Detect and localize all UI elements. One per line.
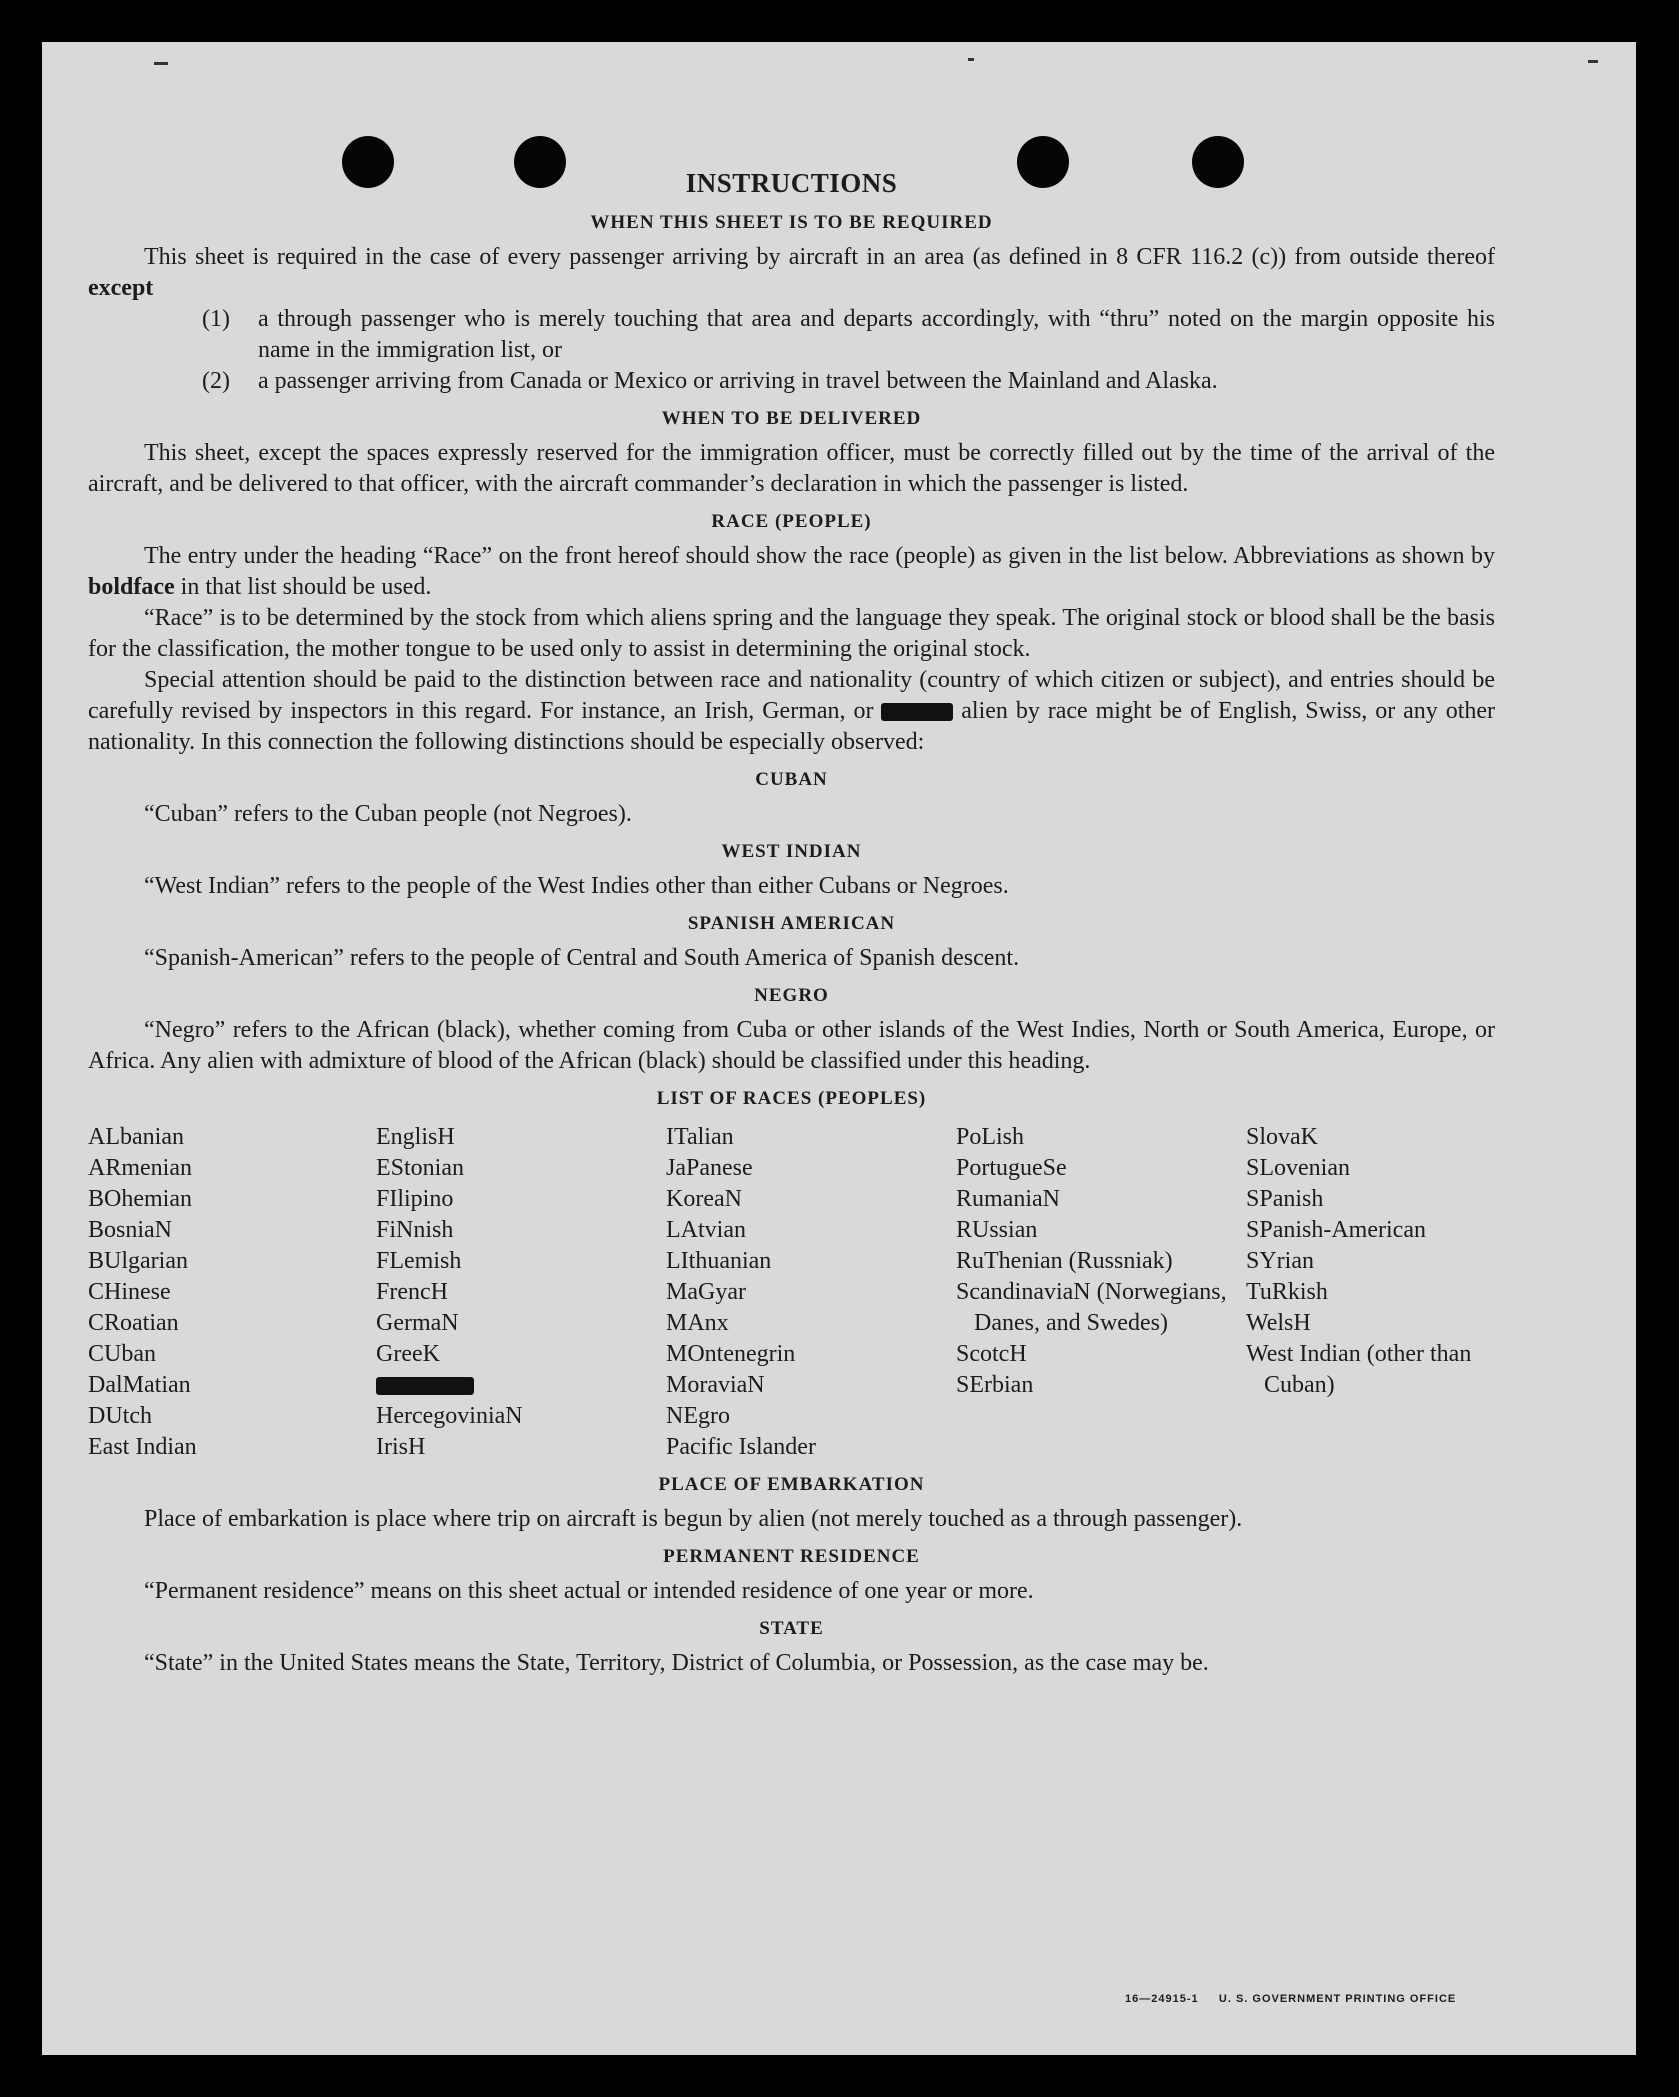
race-item: SLovenian	[1246, 1155, 1350, 1181]
race-item: PoLish	[956, 1124, 1025, 1150]
item-number: (1)	[202, 306, 230, 332]
text: This sheet is required in the case of every passenger arriving by aircraft in an area (as defined in 8 CFR 116.2 (c)) from outside thereof	[144, 244, 1495, 270]
item-number: (2)	[202, 368, 230, 394]
paragraph	[88, 242, 1495, 304]
instructions-content	[88, 165, 1495, 1679]
heading-delivered: WHEN TO BE DELIVERED	[661, 408, 922, 429]
heading-race: RACE (PEOPLE)	[711, 511, 872, 532]
bold-text: except	[88, 275, 154, 301]
race-item: DUtch	[88, 1403, 152, 1429]
heading-cuban: CUBAN	[755, 769, 828, 790]
race-item: RUssian	[956, 1217, 1038, 1243]
document-page	[42, 42, 1636, 2055]
race-item: MoraviaN	[666, 1372, 765, 1398]
heading-permanent-residence: PERMANENT RESIDENCE	[663, 1546, 920, 1567]
race-item: ITalian	[666, 1124, 734, 1150]
race-item: MOntenegrin	[666, 1341, 796, 1367]
item-text: a passenger arriving from Canada or Mexico or arriving in travel between the Mainland and Alaska.	[258, 368, 1218, 394]
printer-footer	[1125, 1993, 1456, 2005]
race-item: RumaniaN	[956, 1186, 1060, 1212]
printer-name: U. S. GOVERNMENT PRINTING OFFICE	[1218, 1993, 1457, 2005]
race-item: Pacific Islander	[666, 1434, 816, 1460]
heading-required: WHEN THIS SHEET IS TO BE REQUIRED	[590, 212, 993, 233]
race-item: SYrian	[1246, 1248, 1314, 1274]
race-item: TuRkish	[1246, 1279, 1328, 1305]
text: The entry under the heading “Race” on the front hereof should show the race (people) as given in the list below. Abbreviations as shown by	[144, 543, 1495, 569]
race-item: HercegoviniaN	[376, 1403, 523, 1429]
races-column	[1246, 1122, 1495, 1463]
race-item: KoreaN	[666, 1186, 742, 1212]
race-item: CUban	[88, 1341, 156, 1367]
race-item: CHinese	[88, 1279, 171, 1305]
race-item: ScandinaviaN (Norwegians, Danes, and Swedes)	[956, 1279, 1227, 1336]
race-item: SPanish-American	[1246, 1217, 1426, 1243]
race-item: JaPanese	[666, 1155, 753, 1181]
race-item: FiNnish	[376, 1217, 454, 1243]
race-item: CRoatian	[88, 1310, 179, 1336]
paragraph: “Negro” refers to the African (black), whether coming from Cuba or other islands of the West Indies, North or South America, Europe, or Africa. Any alien with admixture of blood of the African (black) should be classified under this heading.	[88, 1017, 1495, 1074]
paragraph: Place of embarkation is place where trip on aircraft is begun by alien (not merely touched as a through passenger).	[144, 1506, 1243, 1532]
race-item: SPanish	[1246, 1186, 1324, 1212]
race-item: GermaN	[376, 1310, 459, 1336]
scan-speck	[1588, 60, 1598, 63]
race-item: IrisH	[376, 1434, 426, 1460]
race-item: FrencH	[376, 1279, 448, 1305]
race-item: WelsH	[1246, 1310, 1311, 1336]
heading-list-of-races: LIST OF RACES (PEOPLES)	[656, 1088, 927, 1109]
race-item: BUlgarian	[88, 1248, 188, 1274]
race-item-redacted	[376, 1370, 666, 1401]
race-item: LIthuanian	[666, 1248, 772, 1274]
paragraph: “West Indian” refers to the people of the West Indies other than either Cubans or Negroes.	[144, 873, 1009, 899]
redaction-mark	[376, 1377, 474, 1395]
race-item: ALbanian	[88, 1124, 184, 1150]
race-item: MaGyar	[666, 1279, 746, 1305]
page-title: INSTRUCTIONS	[685, 168, 898, 198]
list-item	[202, 366, 1495, 397]
race-item: FIlipino	[376, 1186, 454, 1212]
race-item: NEgro	[666, 1403, 730, 1429]
heading-embarkation: PLACE OF EMBARKATION	[658, 1474, 925, 1495]
text: Special attention should be paid to the distinction between race and nationality (country of which citizen or subject), and entries should be carefully revised by inspectors in this regard. For instance, an Irish, German, or	[88, 667, 1495, 724]
race-item: BOhemian	[88, 1186, 192, 1212]
race-item: East Indian	[88, 1434, 197, 1460]
scan-speck	[154, 62, 168, 65]
race-item: MAnx	[666, 1310, 729, 1336]
redaction-mark	[881, 703, 953, 721]
race-item: EStonian	[376, 1155, 464, 1181]
race-item: West Indian (other than Cuban)	[1246, 1341, 1472, 1398]
text: in that list should be used.	[180, 574, 432, 600]
paragraph	[88, 541, 1495, 603]
race-item: ARmenian	[88, 1155, 192, 1181]
paragraph: “Cuban” refers to the Cuban people (not Negroes).	[144, 801, 632, 827]
list-item	[202, 304, 1495, 366]
race-item: BosniaN	[88, 1217, 172, 1243]
paragraph	[88, 665, 1495, 758]
race-item: SErbian	[956, 1372, 1034, 1398]
race-item: FLemish	[376, 1248, 462, 1274]
paragraph: “State” in the United States means the State, Territory, District of Columbia, or Possession, as the case may be.	[144, 1650, 1209, 1676]
paragraph: “Permanent residence” means on this sheet actual or intended residence of one year or more.	[144, 1578, 1034, 1604]
races-column	[666, 1122, 956, 1463]
item-text: a through passenger who is merely touching that area and departs accordingly, with “thru” noted on the margin opposite his name in the immigration list, or	[258, 306, 1495, 363]
races-column	[956, 1122, 1246, 1463]
race-item: ScotcH	[956, 1341, 1027, 1367]
paragraph: “Race” is to be determined by the stock from which aliens spring and the language they speak. The original stock or blood shall be the basis for the classification, the mother tongue to be used only to assist in determining the original stock.	[88, 605, 1495, 662]
race-item: EnglisH	[376, 1124, 455, 1150]
form-code: 16—24915-1	[1125, 1993, 1199, 2005]
heading-state: STATE	[759, 1618, 824, 1639]
race-item: PortugueSe	[956, 1155, 1067, 1181]
races-column	[376, 1122, 666, 1463]
paragraph: This sheet, except the spaces expressly reserved for the immigration officer, must be correctly filled out by the time of the arrival of the aircraft, and be delivered to that officer, with the aircraft commander’s declaration in which the passenger is listed.	[88, 440, 1495, 497]
races-list	[88, 1122, 1495, 1463]
heading-west-indian: WEST INDIAN	[721, 841, 862, 862]
text: alien by race might be of English, Swiss, or any other nationality. In this connection the following distinctions should be especially observed:	[88, 698, 1496, 755]
heading-negro: NEGRO	[754, 985, 829, 1006]
race-item: RuThenian (Russniak)	[956, 1248, 1173, 1274]
heading-spanish-american: SPANISH AMERICAN	[687, 913, 896, 934]
races-column	[88, 1122, 376, 1463]
bold-text: boldface	[88, 574, 175, 600]
race-item: GreeK	[376, 1341, 440, 1367]
scan-speck	[968, 58, 974, 61]
race-item: SlovaK	[1246, 1124, 1318, 1150]
race-item: DalMatian	[88, 1372, 191, 1398]
race-item: LAtvian	[666, 1217, 746, 1243]
paragraph: “Spanish-American” refers to the people of Central and South America of Spanish descent.	[144, 945, 1020, 971]
